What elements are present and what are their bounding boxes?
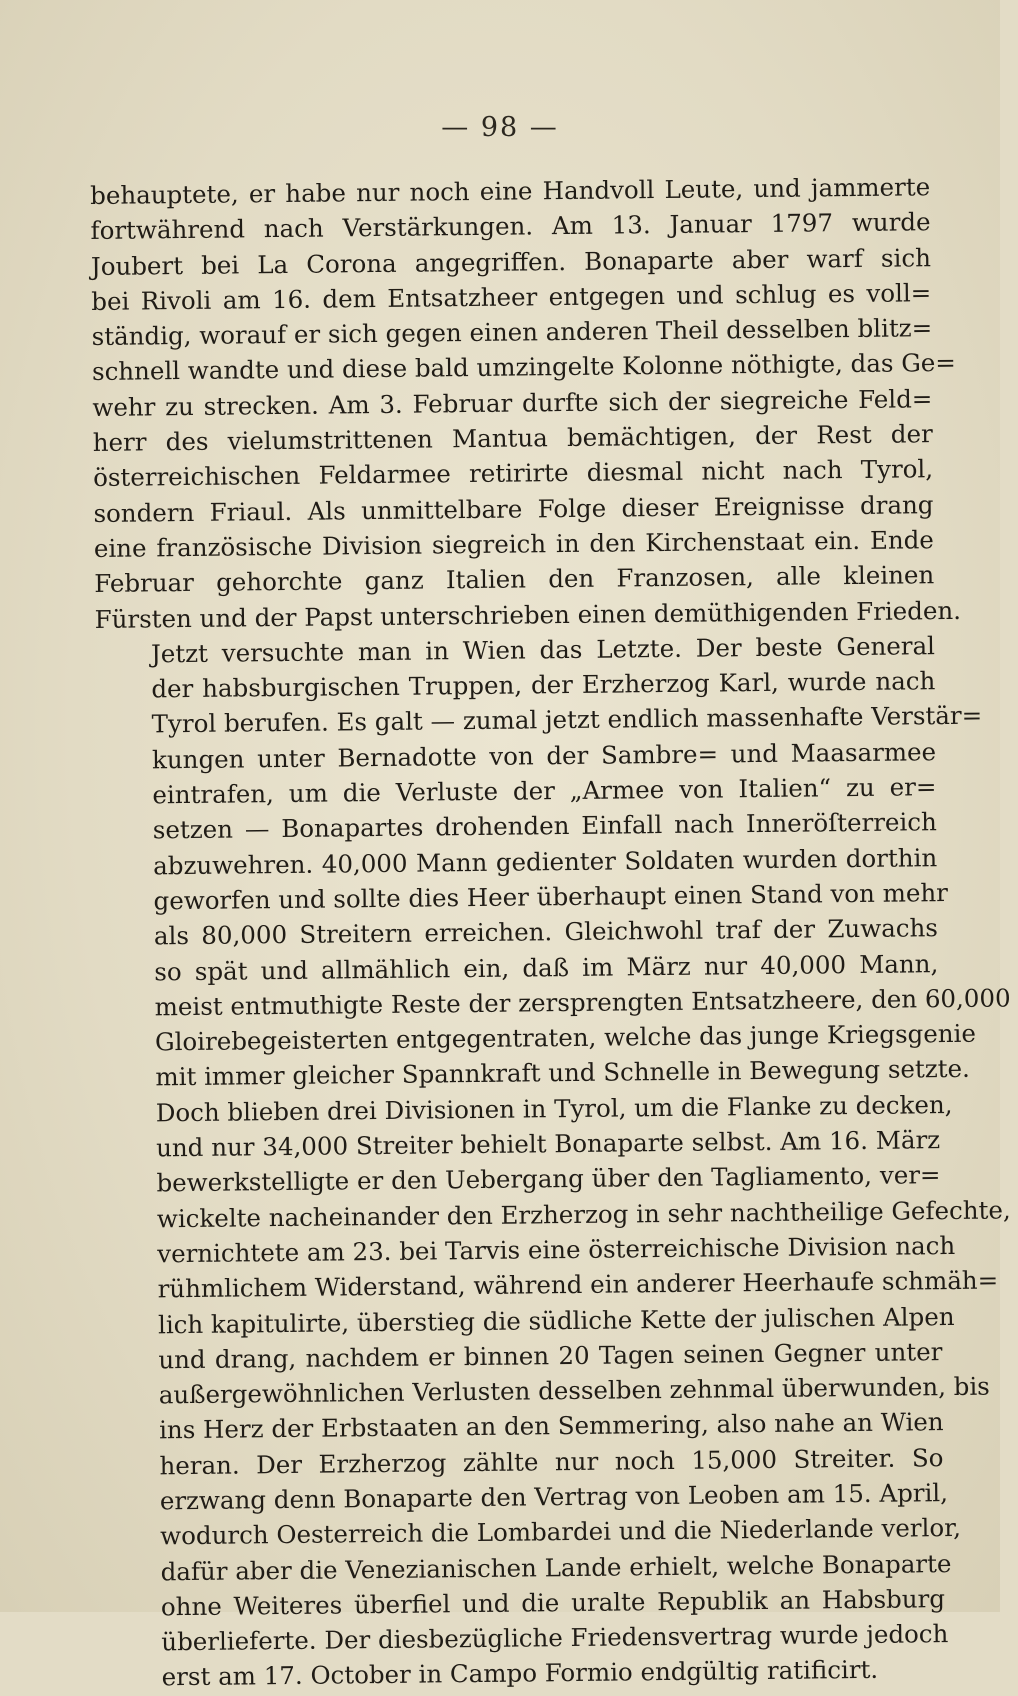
text-line: Fürsten und der Papst unterschrieben einen demüthigenden Frieden.: [94, 595, 962, 634]
text-line: eine französische Division siegreich in den Kirchenstaat ein. Ende: [93, 525, 934, 563]
text-line: vernichtete am 23. bei Tarvis eine österreichische Division nach: [157, 1230, 956, 1269]
text-line: fortwährend nach Verstärkungen. Am 13. Januar 1797 wurde: [90, 207, 931, 246]
text-line: rühmlichem Widerstand, während ein anderer Heerhaufe schmäh=: [157, 1265, 999, 1304]
text-line: mit immer gleicher Spannkraft und Schnelle in Bewegung setzte.: [155, 1054, 970, 1092]
text-line: behauptete, er habe nur noch eine Handvoll Leute, und jammerte: [90, 172, 931, 210]
text-line: wehr zu strecken. Am 3. Februar durfte sich der siegreiche Feld=: [92, 383, 933, 422]
text-line: lich kapitulirte, überstieg die südliche Kette der julischen Alpen: [157, 1301, 955, 1339]
text-line: wickelte nacheinander den Erzherzog in sehr nachtheilige Gefechte,: [156, 1195, 1011, 1233]
text-line: herr des vielumstrittenen Mantua bemächtigen, der Rest der: [92, 419, 933, 458]
text-line: ständig, worauf er sich gegen einen anderen Theil desselben blitz=: [91, 313, 933, 352]
text-line: bei Rivoli am 16. dem Entsatzheer entgegen und schlug es voll=: [91, 278, 932, 316]
text-line: abzuwehren. 40,000 Mann gedienter Soldaten wurden dorthin: [153, 842, 938, 881]
body-text: [90, 169, 1011, 1695]
page-number: — 98 —: [441, 112, 559, 143]
paragraph-1: [90, 169, 962, 637]
text-line: schnell wandte und diese bald umzingelte Kolonne nöthigte, das Ge=: [91, 348, 956, 387]
text-line: kungen unter Bernadotte von der Sambre= und Maasarmee: [151, 736, 937, 775]
text-line: eintrafen, um die Verluste der „Armee von Italien“ zu er=: [152, 772, 937, 810]
text-line: meist entmuthigte Reste der zersprengten Entsatzheere, den 60,000: [154, 983, 1011, 1022]
text-line: überlieferte. Der diesbezügliche Friedensvertrag wurde jedoch: [161, 1619, 949, 1657]
text-line: österreichischen Feldarmee retirirte diesmal nicht nach Tyrol,: [92, 454, 934, 493]
paragraph-2: [95, 628, 1011, 1696]
text-line: Joubert bei La Corona angegriffen. Bonaparte aber warf sich: [90, 242, 932, 281]
text-line: sondern Friaul. Als unmittelbare Folge dieser Ereignisse drang: [93, 489, 934, 528]
text-line: so spät und allmählich ein, daß im März nur 40,000 Mann,: [154, 948, 939, 986]
text-line: geworfen und sollte dies Heer überhaupt einen Stand von mehr: [153, 877, 949, 916]
text-line: Tyrol berufen. Es galt — zumal jetzt endlich massenhafte Verstär=: [151, 701, 983, 739]
text-line: dafür aber die Venezianischen Lande erhielt, welche Bonaparte: [160, 1548, 952, 1586]
text-line: und drang, nachdem er binnen 20 Tagen seinen Gegner unter: [158, 1336, 943, 1375]
text-line: Februar gehorchte ganz Italien den Franzosen, alle kleinen: [94, 560, 935, 599]
text-line: erzwang denn Bonaparte den Vertrag von Leoben am 15. April,: [159, 1478, 949, 1516]
text-line: außergewöhnlichen Verlusten desselben zehnmal überwunden, bis: [158, 1371, 990, 1410]
text-line: ins Herz der Erbstaaten an den Semmering, also nahe an Wien: [158, 1407, 944, 1445]
text-line: ohne Weiteres überfiel und die uralte Republik an Habsburg: [160, 1584, 946, 1622]
text-line: heran. Der Erzherzog zählte nur noch 15,000 Streiter. So: [159, 1442, 944, 1481]
text-line: setzen — Bonapartes drohenden Einfall nach Inneröſterreich: [152, 807, 937, 845]
text-line: der habsburgischen Truppen, der Erzherzog Karl, wurde nach: [151, 666, 936, 704]
text-line: bewerkstelligte er den Uebergang über den Tagliamento, ver=: [156, 1160, 941, 1198]
text-line: Jetzt versuchte man in Wien das Letzte. Der beste General: [150, 631, 936, 669]
text-line: als 80,000 Streitern erreichen. Gleichwohl traf der Zuwachs: [153, 913, 939, 951]
text-line: Gloirebegeisterten entgegentraten, welche das junge Kriegsgenie: [154, 1018, 977, 1057]
text-line: wodurch Oesterreich die Lombardei und die Niederlande verlor,: [160, 1513, 962, 1551]
text-line: und nur 34,000 Streiter behielt Bonaparte selbst. Am 16. März: [156, 1125, 941, 1163]
text-line: erst am 17. October in Campo Formio endgültig ratificirt.: [161, 1655, 879, 1692]
text-line: Doch blieben drei Divisionen in Tyrol, um die Flanke zu decken,: [155, 1089, 953, 1128]
